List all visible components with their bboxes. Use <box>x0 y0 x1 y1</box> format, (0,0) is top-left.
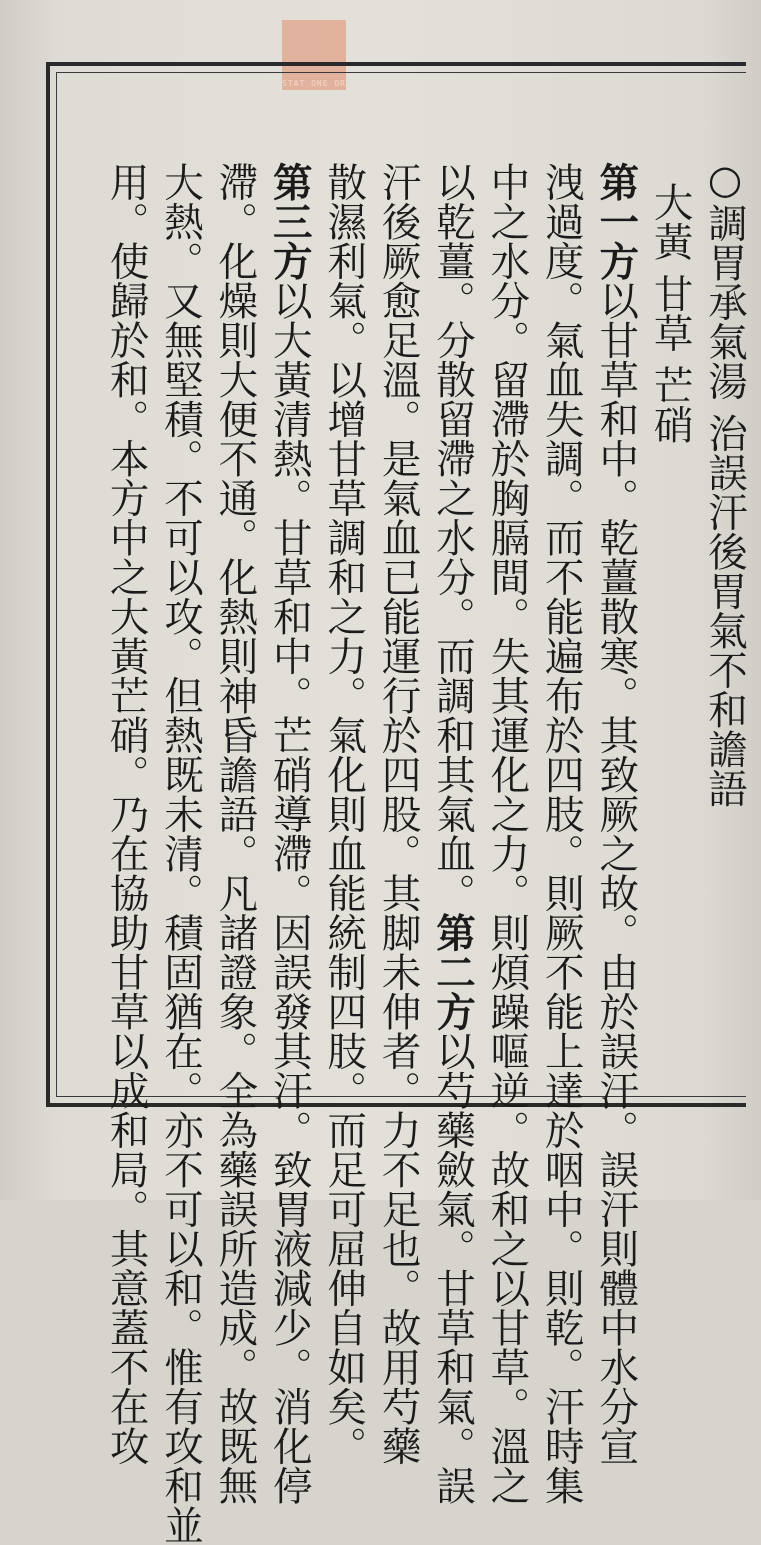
text-column <box>317 162 371 1466</box>
text-column <box>100 162 154 1466</box>
formula-label: 第二方 <box>430 912 476 1031</box>
text-segment: 中之水分。留滯於胸膈間。失其運化之力。則煩躁嘔逆。故和之以甘草。溫之 <box>484 162 531 1505</box>
text-segment: 汗後厥愈足溫。是氣血已能運行於四股。其脚未伸者。力不足也。故用芍藥 <box>375 162 422 1466</box>
text-segment: 散濕利氣。以增甘草調和之力。氣化則血能統制四肢。而足可屈伸自如矣。 <box>321 162 368 1466</box>
text-segment: 大熱。又無堅積。不可以攻。但熱既未清。積固猶在。亦不可以和。惟有攻和並 <box>158 162 204 1545</box>
text-column <box>480 162 534 1505</box>
text-segment: 以芍藥斂氣。甘草和氣。誤 <box>430 1031 476 1505</box>
text-segment: 以乾薑。分散留滯之水分。而調和其氣血。 <box>430 162 476 913</box>
text-column <box>154 162 208 1545</box>
text-column <box>372 162 426 1466</box>
text-segment: ○調胃承氣湯 治誤汗後胃氣不和譫語 <box>702 157 748 809</box>
text-column <box>208 162 262 1505</box>
text-segment: 大黃 甘草 芒硝 <box>647 182 694 445</box>
text-column <box>263 162 317 1505</box>
text-segment: 以甘草和中。乾薑散寒。其致厥之故。由於誤汗。誤汗則體中水分宣 <box>593 280 640 1466</box>
text-column <box>426 162 480 1505</box>
text-segment: 用。使歸於和。本方中之大黃芒硝。乃在協助甘草以成和局。其意蓋不在攻 <box>103 162 150 1466</box>
text-segment: 以大黃清熱。甘草和中。芒硝導滯。因誤發其汗。致胃液減少。消化停 <box>266 280 313 1505</box>
formula-label: 第一方 <box>593 162 640 281</box>
text-body <box>68 157 758 1545</box>
heading-column <box>698 157 752 1082</box>
formula-label: 第三方 <box>266 162 313 281</box>
text-column <box>589 162 643 1466</box>
text-column <box>535 162 589 1505</box>
text-segment: 洩過度。氣血失調。而不能遍布於四肢。則厥不能上達於咽中。則乾。汗時集 <box>538 162 585 1505</box>
text-segment: 滯。化燥則大便不通。化熱則神昏譫語。凡諸證象。全為藥誤所造成。故既無 <box>212 162 259 1505</box>
seal-text: STAT ONE OR <box>282 79 346 88</box>
text-column <box>644 182 698 1107</box>
